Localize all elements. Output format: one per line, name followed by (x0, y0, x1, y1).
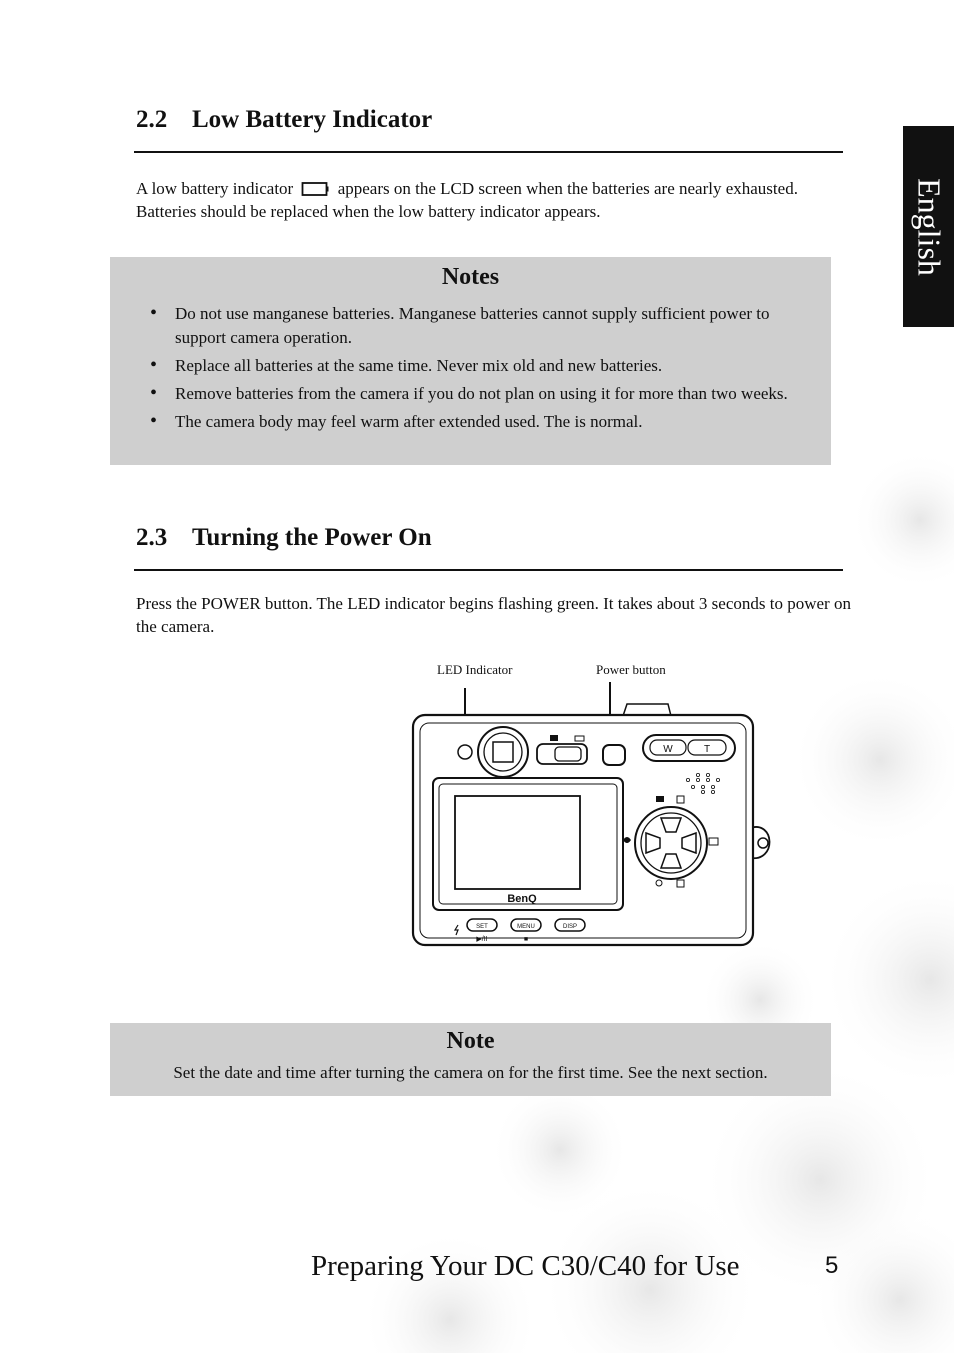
brand-logo: BenQ (507, 893, 537, 905)
notes-title: Notes (441, 264, 500, 290)
camera-back-illustration (405, 680, 785, 955)
menu-button-label: MENU (517, 924, 535, 930)
note-title: Note (446, 1028, 495, 1054)
notes-list (110, 302, 831, 434)
low-battery-icon (301, 181, 329, 197)
section-number: 2.2 (136, 106, 168, 133)
language-tab (903, 126, 954, 327)
section-title: Low Battery Indicator (192, 106, 433, 133)
zoom-t-label: T (703, 744, 711, 755)
disp-button-label: DISP (562, 924, 578, 930)
zoom-w-label: W (663, 744, 673, 755)
note-text: Set the date and time after turning the camera on for the first time. See the next section. (173, 1063, 768, 1082)
para-text: appears on the LCD screen when the batteries are nearly exhausted. Batteries should be replaced when the low battery indicator appears. (136, 179, 798, 221)
list-item: • Replace all batteries at the same time. Never mix old and new batteries. (150, 354, 663, 376)
set-button-label: SET (476, 924, 488, 930)
stop-label: ■ (523, 936, 529, 943)
list-item: • Remove batteries from the camera if you do not plan on using it for more than two weeks. (150, 382, 788, 404)
power-button-label: Power button (596, 662, 666, 677)
language-tab-label: English (911, 177, 947, 276)
section-2-3-heading (136, 524, 432, 552)
para-text: A low battery indicator (136, 179, 294, 198)
list-item: • The camera body may feel warm after extended used. The is normal. (150, 410, 643, 432)
section-2-2-heading (136, 106, 432, 134)
page-number: 5 (825, 1252, 839, 1279)
section-title: Turning the Power On (192, 524, 432, 551)
notes-box (110, 257, 831, 465)
footer-title: Preparing Your DC C30/C40 for Use (311, 1250, 740, 1282)
section-rule (134, 151, 843, 153)
section-rule (134, 569, 843, 571)
led-indicator-label: LED Indicator (437, 662, 513, 677)
low-battery-paragraph (136, 177, 816, 223)
play-pause-label: ▶/II (476, 936, 488, 943)
power-on-paragraph: Press the POWER button. The LED indicator begins flashing green. It takes about 3 seconds to power on the camera. (136, 594, 851, 636)
section-number: 2.3 (136, 524, 168, 551)
list-item: • Do not use manganese batteries. Manganese batteries cannot supply sufficient power to support camera operation. (150, 302, 770, 347)
note-box (110, 1023, 831, 1096)
